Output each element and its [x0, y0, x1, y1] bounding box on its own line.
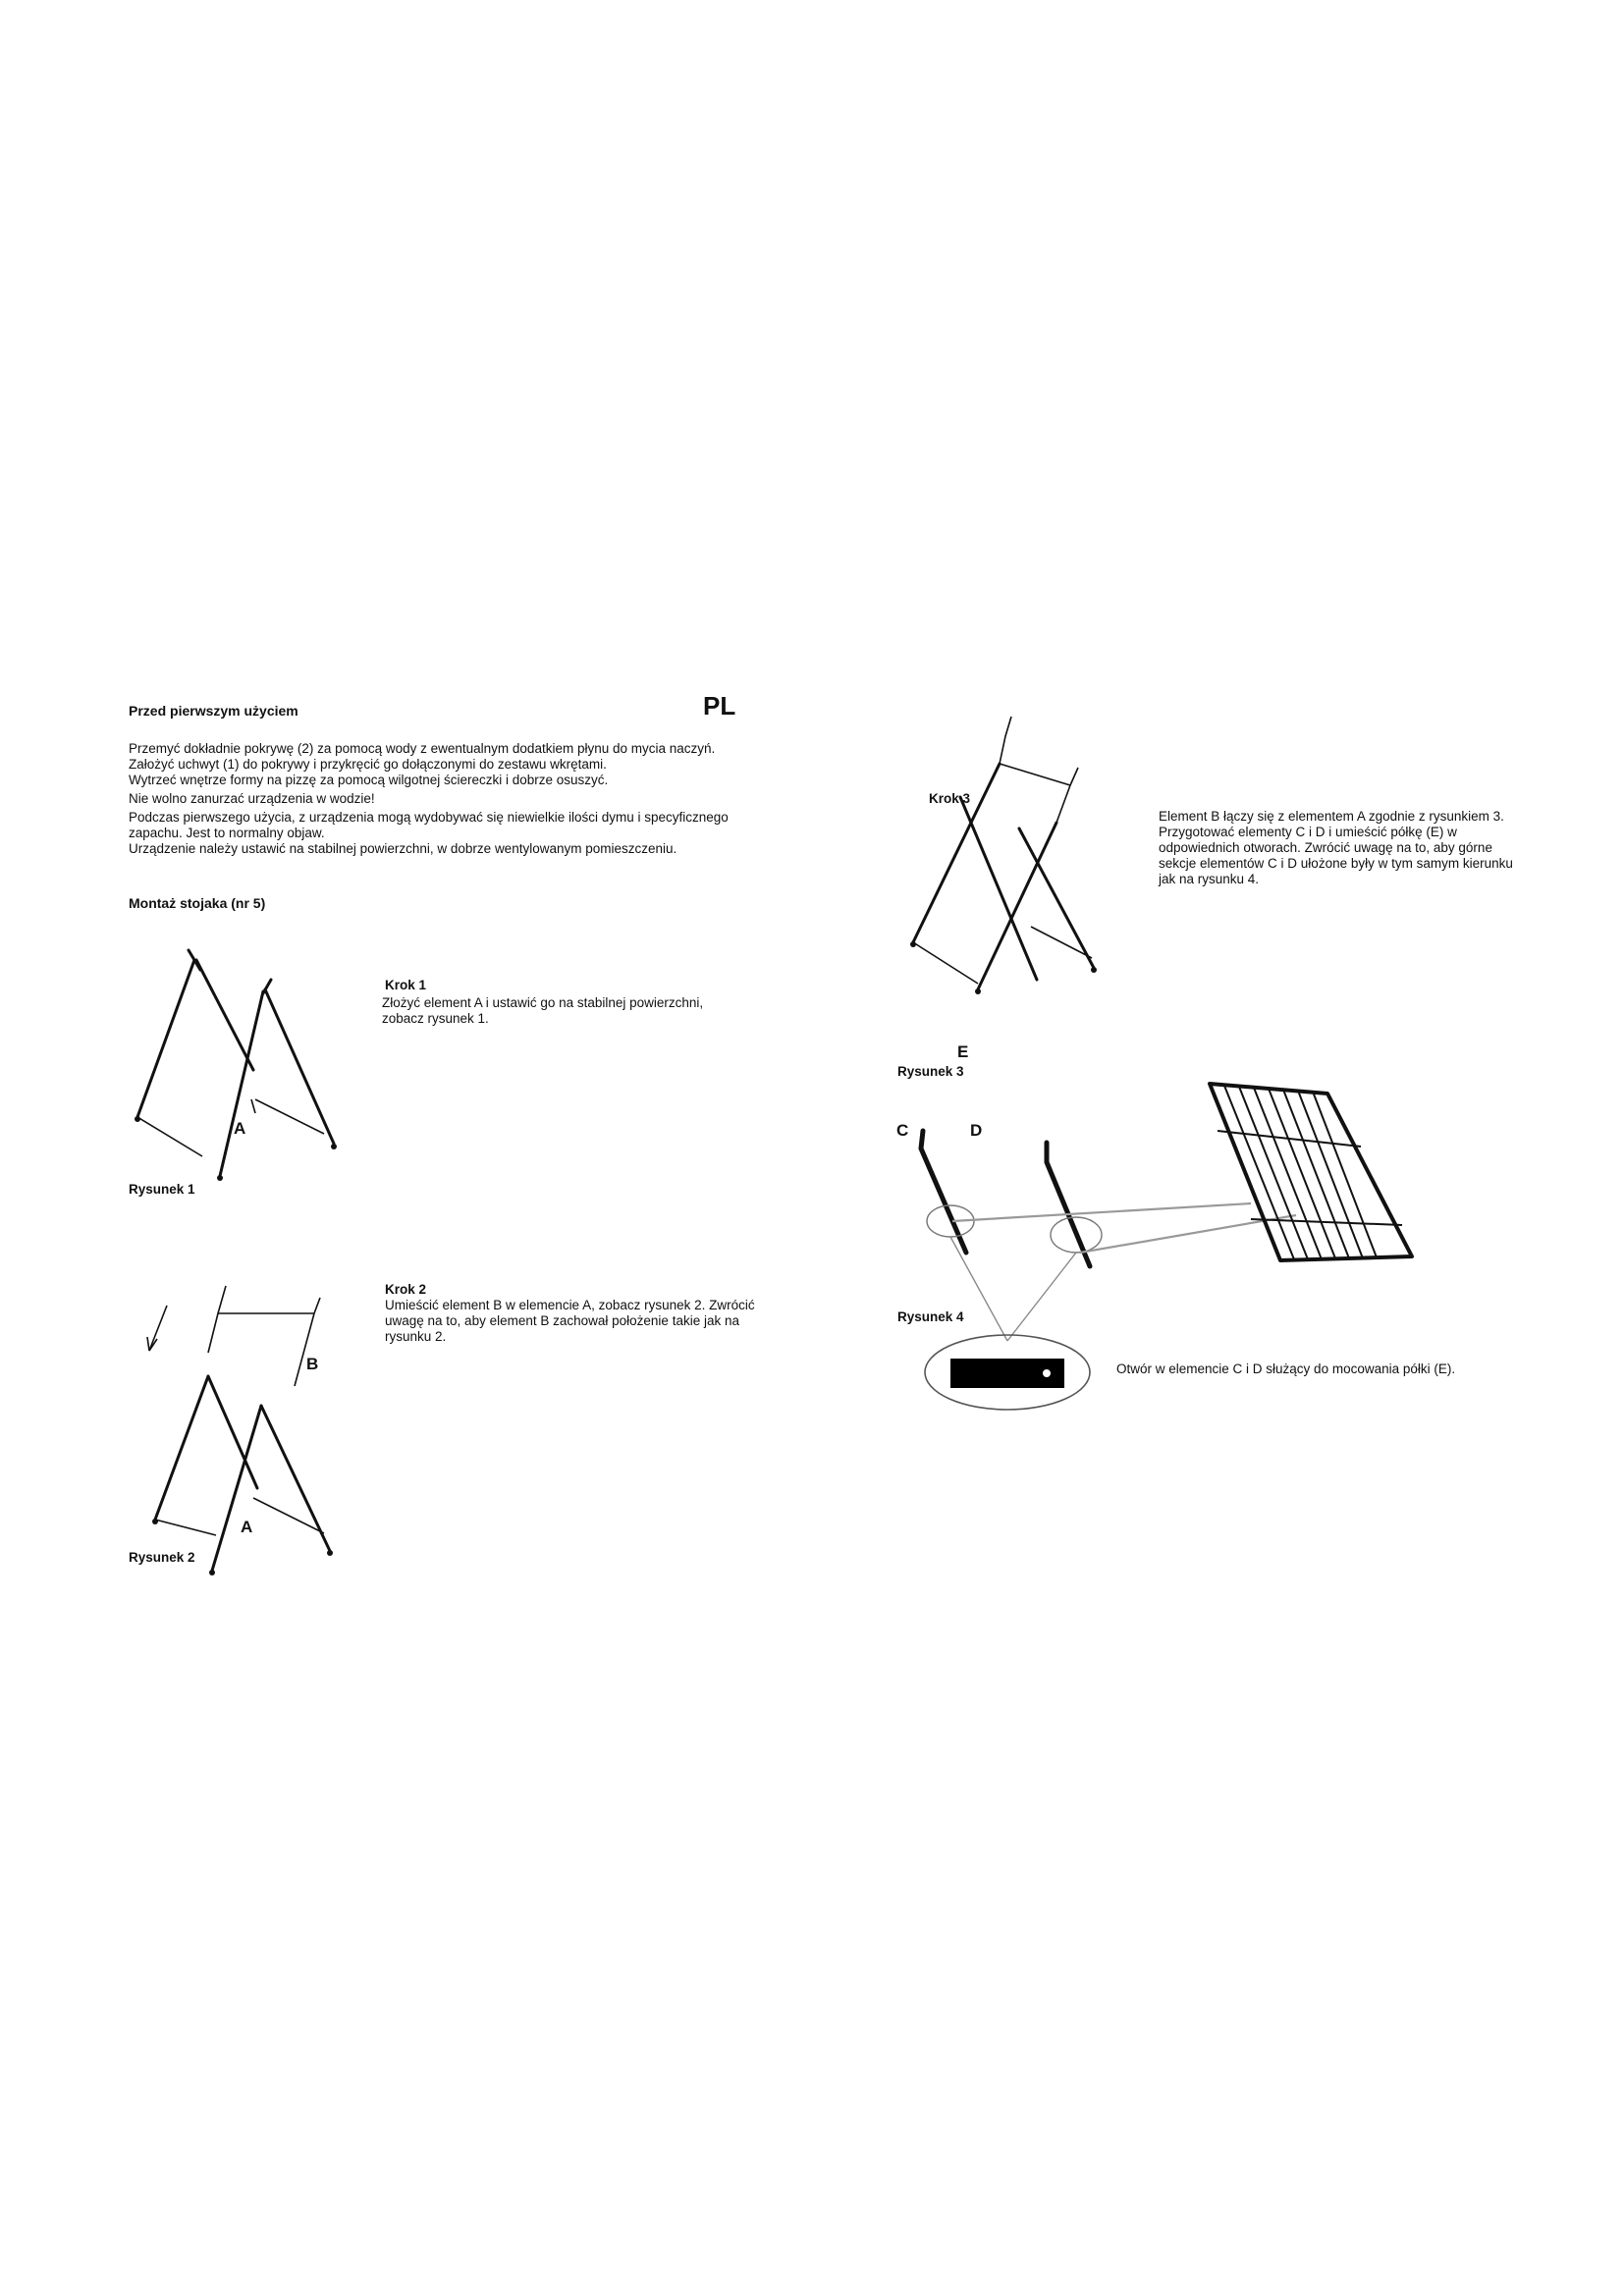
intro-paragraph: Nie wolno zanurzać urządzenia w wodzie!: [129, 791, 375, 806]
figure4-part-e-label: E: [957, 1042, 969, 1061]
figure4-caption: Rysunek 4: [897, 1309, 964, 1324]
figure1-caption: Rysunek 1: [129, 1182, 195, 1197]
figure4-part-d-label: D: [970, 1121, 983, 1140]
step3-text: Element B łączy się z elementem A zgodnie z rysunkiem 3. Przygotować elementy C i D i umieścić półkę (E) w odpowiednich otworach. Zwrócić uwagę na to, aby górne sekcje elementów C i D ułożone były w tym samym kierunku jak na rysunku 4.: [1159, 809, 1513, 886]
figure3-frame-drawing: [884, 707, 1119, 1001]
assembly-title: Montaż stojaka (nr 5): [129, 895, 266, 911]
step2-title: Krok 2: [385, 1282, 427, 1297]
intro-paragraph: Podczas pierwszego użycia, z urządzenia mogą wydobywać się niewielkie ilości dymu i specyficznego zapachu. Jest to normalny objaw.: [129, 810, 729, 840]
figure4-hole-note: Otwór w elemencie C i D służący do mocowania półki (E).: [1116, 1362, 1456, 1376]
figure3-caption: Rysunek 3: [897, 1064, 964, 1079]
intro-paragraph: Przemyć dokładnie pokrywę (2) za pomocą wody z ewentualnym dodatkiem płynu do mycia naczyń.: [129, 741, 716, 756]
figure2-part-a-label: A: [241, 1518, 253, 1536]
figure4-shelf-drawing: [884, 1060, 1434, 1433]
figure2-caption: Rysunek 2: [129, 1550, 195, 1565]
step3-title: Krok 3: [929, 791, 971, 806]
intro-text: [129, 741, 737, 857]
intro-paragraph: Założyć uchwyt (1) do pokrywy i przykręcić go dołączonymi do zestawu wkrętami.: [129, 757, 607, 772]
intro-paragraph: Wytrzeć wnętrze formy na pizzę za pomocą wilgotnej ściereczki i dobrze osuszyć.: [129, 773, 609, 787]
figure1-frame-drawing: [118, 942, 353, 1188]
step2-text: Umieścić element B w elemencie A, zobacz rysunek 2. Zwrócić uwagę na to, aby element B zachował położenie takie jak na rysunku 2.: [385, 1298, 755, 1344]
figure4-part-c-label: C: [896, 1121, 909, 1140]
section-title: Przed pierwszym użyciem: [129, 703, 298, 719]
intro-paragraph: Urządzenie należy ustawić na stabilnej powierzchni, w dobrze wentylowanym pomieszczeniu.: [129, 841, 677, 856]
step1-text: Złożyć element A i ustawić go na stabilnej powierzchni, zobacz rysunek 1.: [382, 995, 704, 1026]
step1-title: Krok 1: [385, 978, 427, 992]
figure1-part-a-label: A: [234, 1119, 246, 1138]
figure2-part-b-label: B: [306, 1355, 319, 1373]
language-code: PL: [703, 691, 736, 721]
